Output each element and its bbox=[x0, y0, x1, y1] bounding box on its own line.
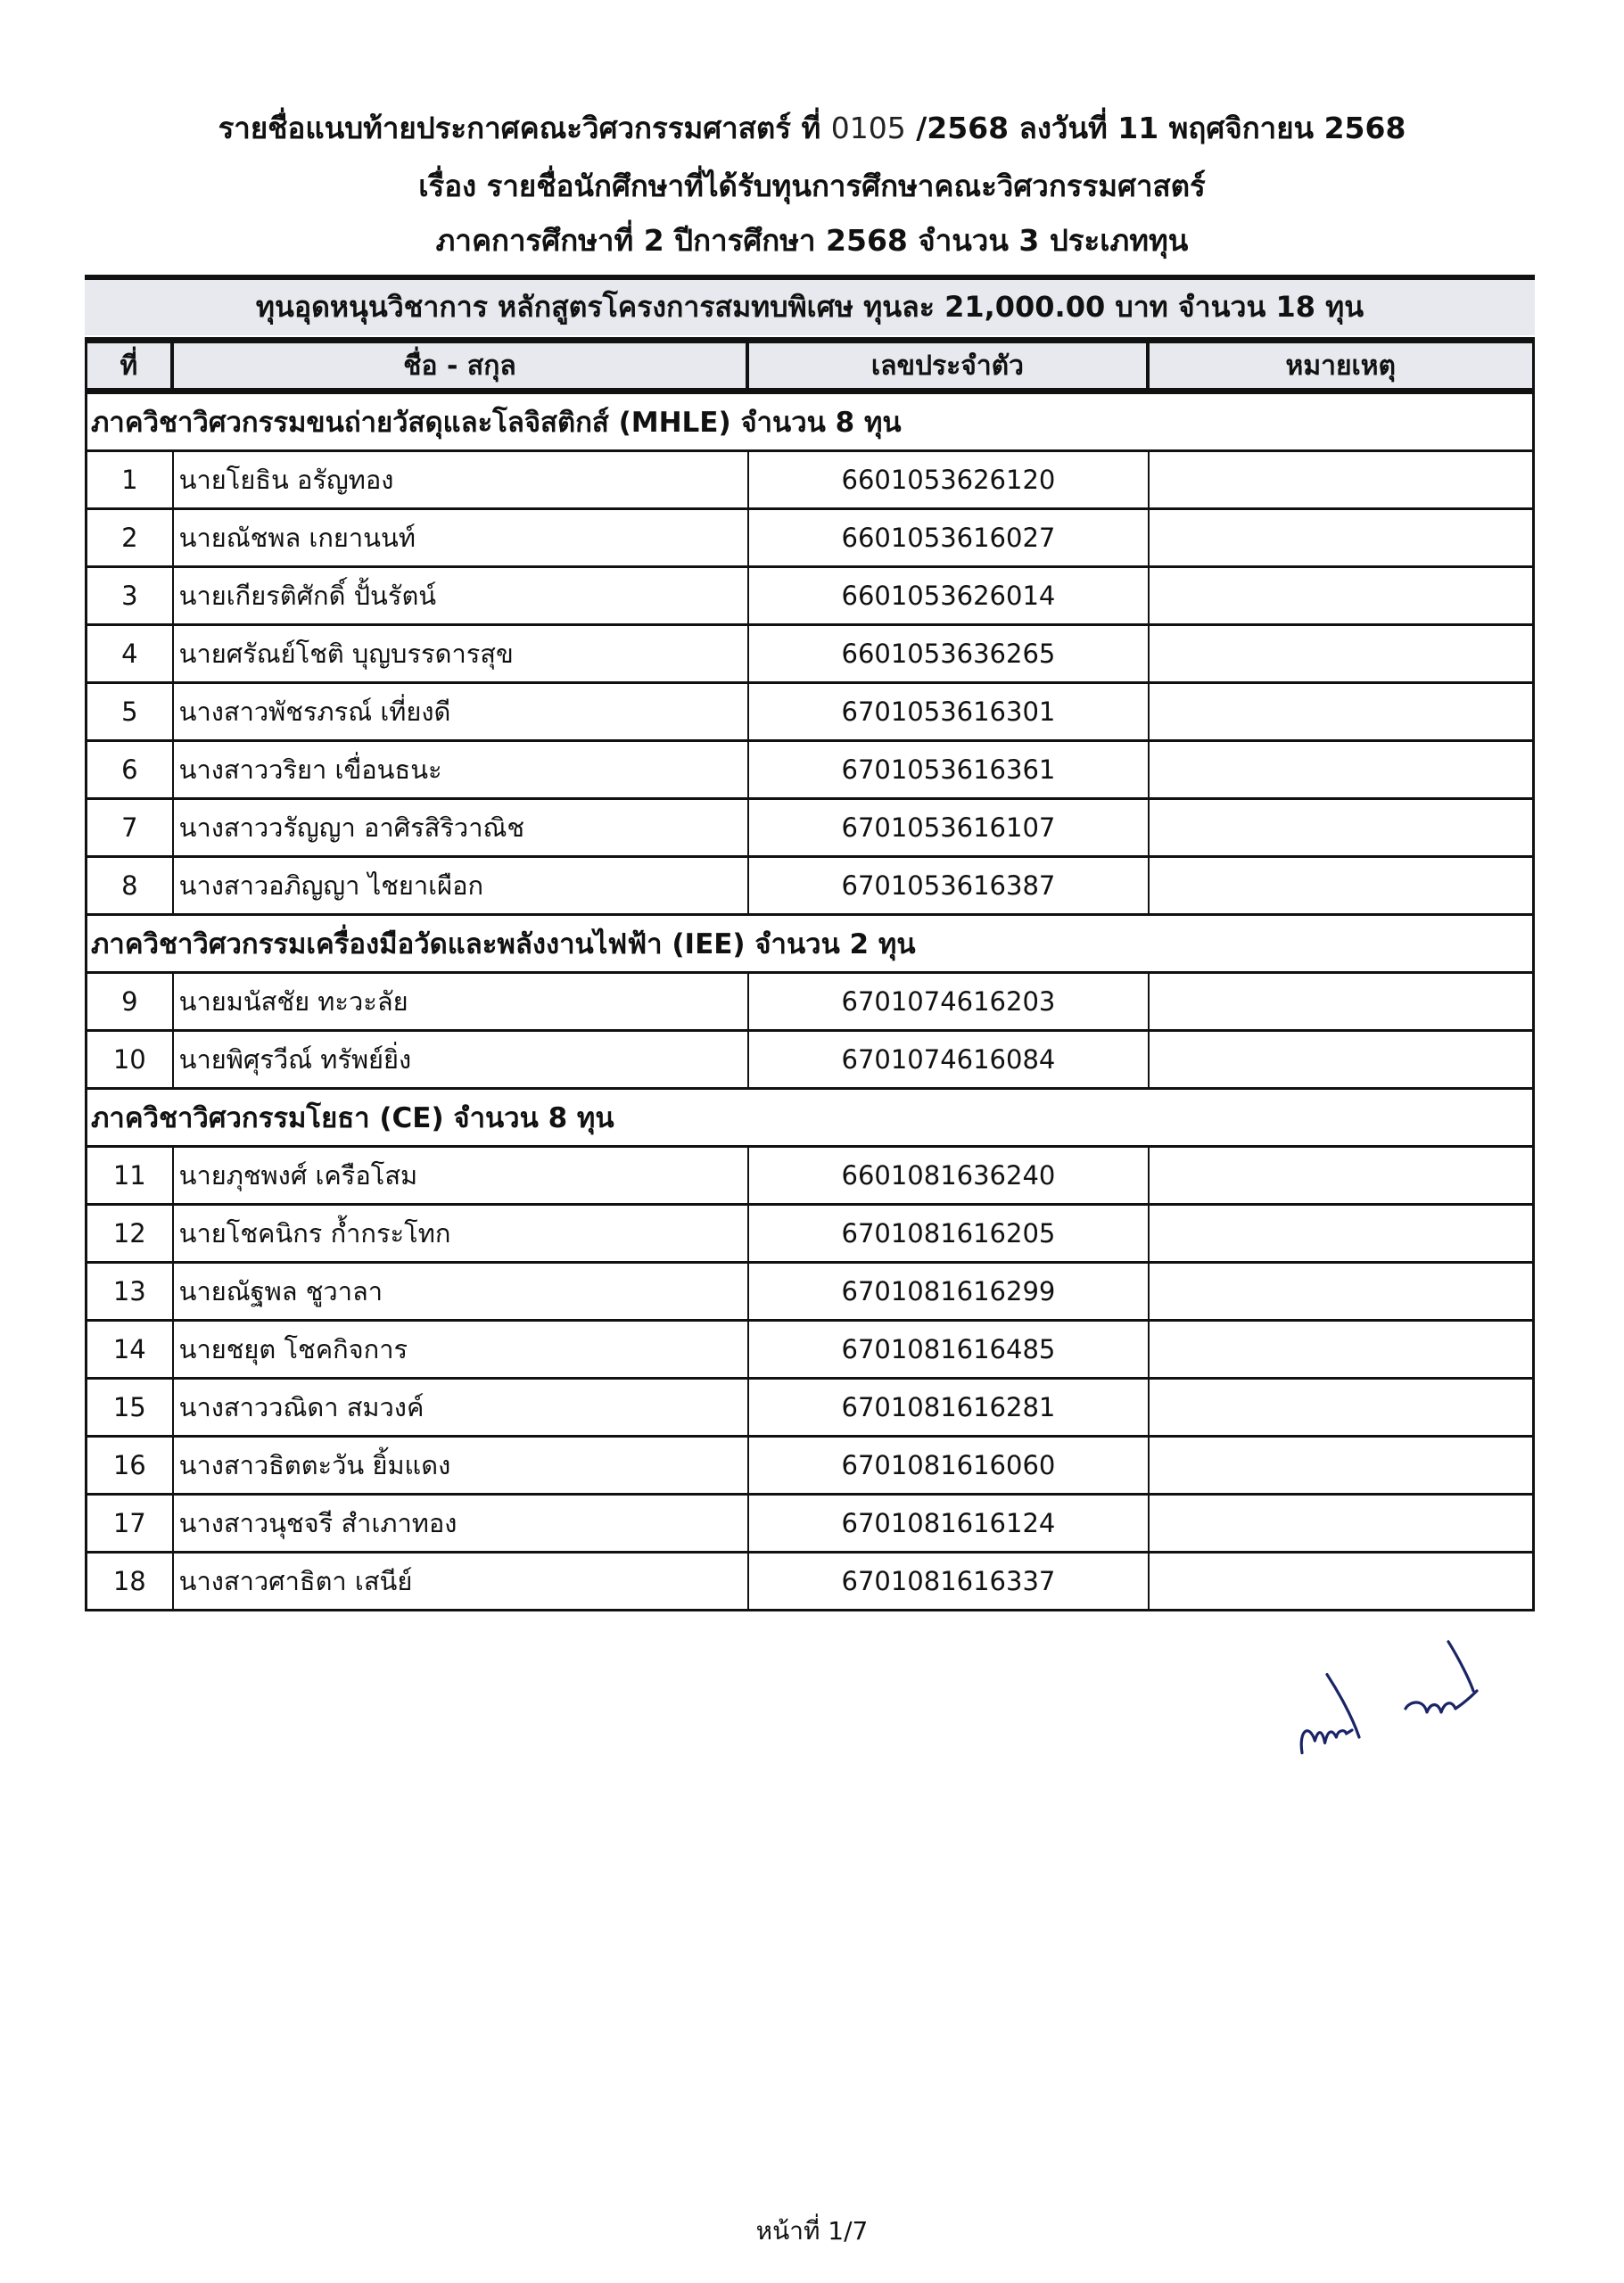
cell-remark bbox=[1150, 1148, 1532, 1203]
cell-student-id: 6601053626120 bbox=[749, 452, 1149, 507]
page-number: หน้าที่ 1/7 bbox=[755, 2216, 869, 2246]
cell-remark bbox=[1150, 742, 1532, 797]
cell-remark bbox=[1150, 1322, 1532, 1377]
table-row bbox=[85, 974, 1535, 1032]
cell-remark bbox=[1150, 1438, 1532, 1493]
cell-name: นายศรัณย์โชติ บุญบรรดารสุข bbox=[174, 626, 750, 681]
cell-remark bbox=[1150, 858, 1532, 913]
table-row bbox=[85, 568, 1535, 626]
cell-remark bbox=[1150, 974, 1532, 1029]
cell-remark bbox=[1150, 684, 1532, 739]
cell-student-id: 6701081616299 bbox=[749, 1264, 1149, 1319]
cell-student-id: 6701074616203 bbox=[749, 974, 1149, 1029]
cell-student-id: 6601053616027 bbox=[749, 510, 1149, 565]
cell-no: 10 bbox=[87, 1032, 174, 1087]
col-header-id: เลขประจำตัว bbox=[749, 343, 1149, 388]
cell-no: 2 bbox=[87, 510, 174, 565]
cell-remark bbox=[1150, 800, 1532, 855]
table-row bbox=[85, 1148, 1535, 1206]
cell-no: 4 bbox=[87, 626, 174, 681]
cell-name: นายณัชพล เกยานนท์ bbox=[174, 510, 750, 565]
cell-no: 17 bbox=[87, 1496, 174, 1551]
cell-student-id: 6701081616281 bbox=[749, 1380, 1149, 1435]
cell-remark bbox=[1150, 1554, 1532, 1609]
cell-name: นายโยธิน อรัญทอง bbox=[174, 452, 750, 507]
signature-icon bbox=[1231, 1623, 1516, 1766]
cell-no: 5 bbox=[87, 684, 174, 739]
table-row bbox=[85, 1206, 1535, 1264]
cell-no: 7 bbox=[87, 800, 174, 855]
cell-student-id: 6701081616124 bbox=[749, 1496, 1149, 1551]
section-header-row: ภาควิชาวิศวกรรมเครื่องมือวัดและพลังงานไฟฟ้า (IEE) จำนวน 2 ทุน bbox=[85, 916, 1535, 974]
cell-name: นางสาวศาธิตา เสนีย์ bbox=[174, 1554, 750, 1609]
student-table-body bbox=[85, 394, 1535, 1611]
cell-name: นางสาวนุชจรี สำเภาทอง bbox=[174, 1496, 750, 1551]
cell-remark bbox=[1150, 568, 1532, 623]
cell-student-id: 6701074616084 bbox=[749, 1032, 1149, 1087]
cell-student-id: 6701053616301 bbox=[749, 684, 1149, 739]
announcement-semester: ภาคการศึกษาที่ 2 ปีการศึกษา 2568 จำนวน 3 ประเภททุน bbox=[435, 223, 1189, 258]
cell-name: นางสาวพัชรภรณ์ เที่ยงดี bbox=[174, 684, 750, 739]
cell-no: 16 bbox=[87, 1438, 174, 1493]
col-header-no: ที่ bbox=[87, 343, 174, 388]
cell-remark bbox=[1150, 1264, 1532, 1319]
cell-name: นายเกียรติศักดิ์ ปั้นรัตน์ bbox=[174, 568, 750, 623]
cell-name: นายณัฐพล ชูวาลา bbox=[174, 1264, 750, 1319]
cell-no: 11 bbox=[87, 1148, 174, 1203]
scholarship-title-band: ทุนอุดหนุนวิชาการ หลักสูตรโครงการสมทบพิเศษ ทุนละ 21,000.00 บาท จำนวน 18 ทุน bbox=[85, 275, 1535, 335]
cell-no: 18 bbox=[87, 1554, 174, 1609]
announcement-subject: เรื่อง รายชื่อนักศึกษาที่ได้รับทุนการศึกษาคณะวิศวกรรมศาสตร์ bbox=[418, 169, 1206, 203]
cell-remark bbox=[1150, 626, 1532, 681]
cell-remark bbox=[1150, 1206, 1532, 1261]
cell-remark bbox=[1150, 510, 1532, 565]
table-row bbox=[85, 800, 1535, 858]
cell-student-id: 6601053636265 bbox=[749, 626, 1149, 681]
section-header-row: ภาควิชาวิศวกรรมโยธา (CE) จำนวน 8 ทุน bbox=[85, 1090, 1535, 1148]
table-header-row bbox=[85, 337, 1535, 394]
cell-student-id: 6701081616205 bbox=[749, 1206, 1149, 1261]
table-row bbox=[85, 1322, 1535, 1380]
cell-student-id: 6701053616107 bbox=[749, 800, 1149, 855]
table-row bbox=[85, 742, 1535, 800]
cell-no: 12 bbox=[87, 1206, 174, 1261]
cell-no: 13 bbox=[87, 1264, 174, 1319]
cell-name: นายชยุต โชคกิจการ bbox=[174, 1322, 750, 1377]
table-row bbox=[85, 1438, 1535, 1496]
table-row bbox=[85, 684, 1535, 742]
cell-name: นายพิศุรวีณ์ ทรัพย์ยิ่ง bbox=[174, 1032, 750, 1087]
cell-name: นางสาวธิตตะวัน ยิ้มแดง bbox=[174, 1438, 750, 1493]
cell-student-id: 6701081616337 bbox=[749, 1554, 1149, 1609]
cell-remark bbox=[1150, 1032, 1532, 1087]
table-row bbox=[85, 626, 1535, 684]
section-header-row: ภาควิชาวิศวกรรมขนถ่ายวัสดุและโลจิสติกส์ (MHLE) จำนวน 8 ทุน bbox=[85, 394, 1535, 452]
cell-no: 6 bbox=[87, 742, 174, 797]
col-header-remark: หมายเหตุ bbox=[1285, 350, 1397, 382]
table-row bbox=[85, 858, 1535, 916]
cell-student-id: 6601053626014 bbox=[749, 568, 1149, 623]
table-row bbox=[85, 1380, 1535, 1438]
cell-student-id: 6701053616387 bbox=[749, 858, 1149, 913]
cell-no: 1 bbox=[87, 452, 174, 507]
cell-student-id: 6601081636240 bbox=[749, 1148, 1149, 1203]
cell-student-id: 6701081616485 bbox=[749, 1322, 1149, 1377]
cell-remark bbox=[1150, 1380, 1532, 1435]
cell-name: นายมนัสชัย ทะวะลัย bbox=[174, 974, 750, 1029]
table-row bbox=[85, 1496, 1535, 1554]
announcement-heading-line1 bbox=[0, 107, 1624, 150]
cell-remark bbox=[1150, 1496, 1532, 1551]
table-row bbox=[85, 1264, 1535, 1322]
cell-remark bbox=[1150, 452, 1532, 507]
col-header-name: ชื่อ - สกุล bbox=[174, 343, 750, 388]
cell-no: 14 bbox=[87, 1322, 174, 1377]
table-row bbox=[85, 510, 1535, 568]
cell-name: นายภุชพงศ์ เครือโสม bbox=[174, 1148, 750, 1203]
cell-name: นางสาววริยา เขื่อนธนะ bbox=[174, 742, 750, 797]
cell-name: นางสาววณิดา สมวงค์ bbox=[174, 1380, 750, 1435]
cell-no: 3 bbox=[87, 568, 174, 623]
cell-name: นางสาวอภิญญา ไชยาเผือก bbox=[174, 858, 750, 913]
cell-name: นายโชคนิกร ก้ำกระโทก bbox=[174, 1206, 750, 1261]
heading-suffix: /2568 ลงวันที่ 11 พฤศจิกายน 2568 bbox=[905, 111, 1406, 145]
heading-prefix: รายชื่อแนบท้ายประกาศคณะวิศวกรรมศาสตร์ ที่ bbox=[218, 111, 831, 145]
cell-no: 15 bbox=[87, 1380, 174, 1435]
cell-student-id: 6701053616361 bbox=[749, 742, 1149, 797]
table-row bbox=[85, 1032, 1535, 1090]
cell-no: 8 bbox=[87, 858, 174, 913]
table-row bbox=[85, 1554, 1535, 1611]
cell-student-id: 6701081616060 bbox=[749, 1438, 1149, 1493]
cell-no: 9 bbox=[87, 974, 174, 1029]
table-row bbox=[85, 452, 1535, 510]
document-number: 0105 bbox=[830, 111, 906, 145]
cell-name: นางสาววรัญญา อาศิรสิริวาณิช bbox=[174, 800, 750, 855]
